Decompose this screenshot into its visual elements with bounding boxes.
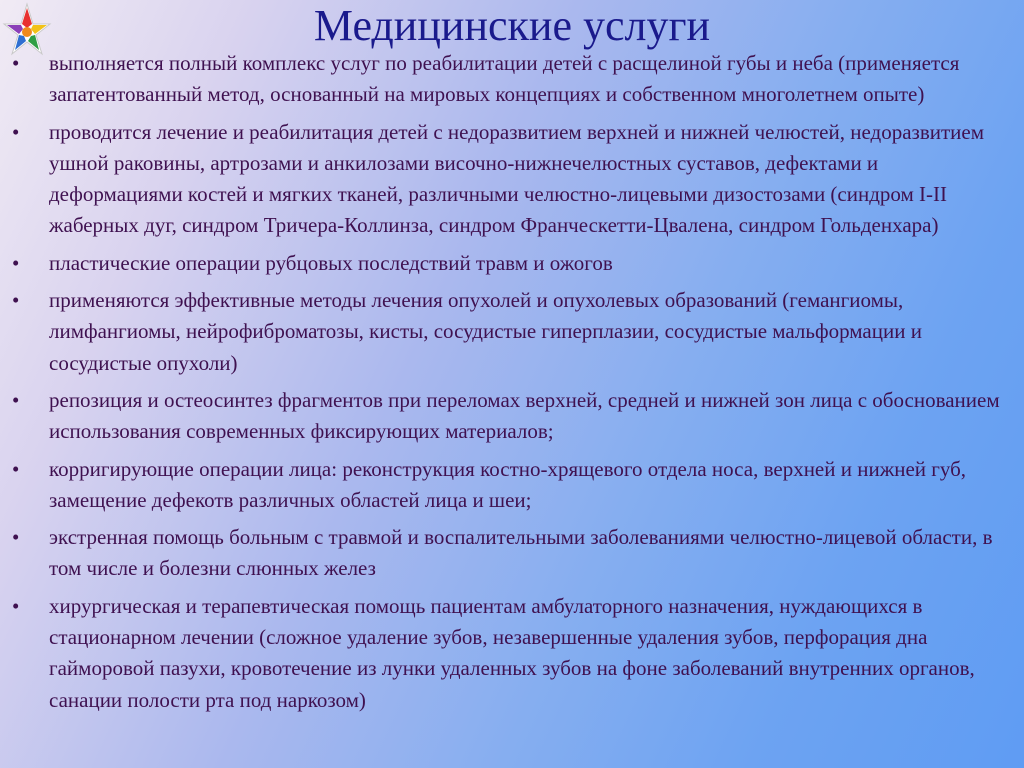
bullet-icon: • — [12, 288, 20, 313]
list-item — [0, 117, 1024, 242]
list-item-text: хирургическая и терапевтическая помощь пациентам амбулаторного назначения, нуждающихся в стационарном лечении (сложное удаление зубов, незавершенные удаления зубов, перфорация дна гайморовой пазухи, кровотечение из лунки удаленных зубов на фоне заболеваний внутренних органов, санации полости рта под наркозом) — [49, 593, 975, 712]
list-item-text: выполняется полный комплекс услуг по реабилитации детей с расщелиной губы и неба (применяется запатентованный метод, основанный на мировых концепциях и собственном многолетнем опыте) — [49, 51, 960, 107]
bullet-icon: • — [12, 456, 20, 481]
list-item — [0, 248, 1024, 279]
list-item — [0, 285, 1024, 379]
slide-title: Медицинские услуги — [313, 1, 711, 50]
bullet-icon: • — [12, 525, 20, 550]
list-item-text: пластические операции рубцовых последствий травм и ожогов — [49, 250, 613, 275]
list-item-text: применяются эффективные методы лечения опухолей и опухолевых образований (гемангиомы, лимфангиомы, нейрофиброматозы, кисты, сосудистые гиперплазии, сосудистые мальформации и сосудистые опухоли) — [49, 288, 922, 375]
bullet-icon: • — [12, 387, 20, 412]
list-item — [0, 522, 1024, 585]
list-item-text: экстренная помощь больным с травмой и воспалительными заболеваниями челюстно-лицевой области, в том числе и болезни слюнных желез — [49, 525, 993, 581]
list-item — [0, 48, 1024, 111]
services-list — [0, 48, 1024, 722]
list-item-text: проводится лечение и реабилитация детей с недоразвитием верхней и нижней челюстей, недоразвитием ушной раковины, артрозами и анкилозами височно-нижнечелюстных суставов, дефектами и деформациями костей и мягких тканей, различными челюстно-лицевыми дизостозами (синдром I-II жаберных дуг, синдром Тричера-Коллинза, синдром Франческетти-Цвалена, синдром Гольденхара) — [49, 119, 984, 238]
bullet-icon: • — [12, 250, 20, 275]
bullet-icon: • — [12, 593, 20, 618]
list-item — [0, 591, 1024, 716]
bullet-icon: • — [12, 119, 20, 144]
list-item — [0, 454, 1024, 517]
list-item-text: корригирующие операции лица: реконструкция костно-хрящевого отдела носа, верхней и нижней губ, замещение дефекотв различных областей лица и шеи; — [49, 456, 967, 512]
list-item-text: репозиция и остеосинтез фрагментов при переломах верхней, средней и нижней зон лица с обоснованием использования современных фиксирующих материалов; — [49, 387, 1000, 444]
list-item — [0, 385, 1024, 448]
bullet-icon: • — [12, 51, 20, 75]
